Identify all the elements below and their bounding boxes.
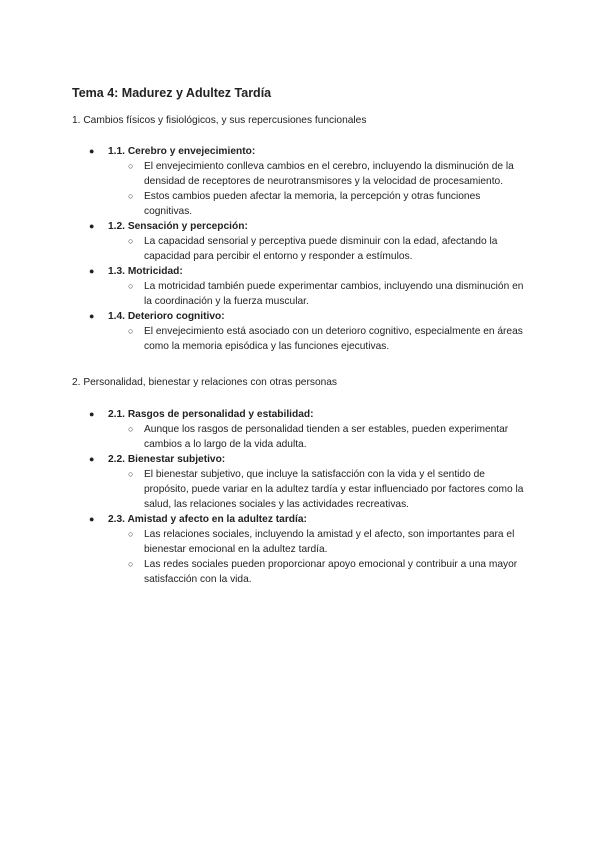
item-title: 1.2. Sensación y percepción: [108, 221, 248, 232]
list-item [0, 144, 600, 159]
bullet-dot-icon: ● [89, 409, 95, 419]
sub-item [0, 189, 600, 219]
sub-item-text: El bienestar subjetivo, que incluye la satisfacción con la vida y el sentido de propósito, puede variar en la adultez tardía y estar influenciado por factores como la salud, las relaciones sociales y las actividades recreativas. [144, 469, 524, 510]
list-item [0, 407, 600, 422]
sub-item [0, 324, 600, 354]
bullet-dot-icon: ● [89, 146, 95, 156]
item-title: 2.2. Bienestar subjetivo: [108, 454, 226, 465]
bullet-circle-icon: ○ [128, 559, 134, 569]
sub-item [0, 527, 600, 557]
bullet-circle-icon: ○ [128, 161, 134, 171]
bullet-circle-icon: ○ [128, 281, 134, 291]
bullet-dot-icon: ● [89, 454, 95, 464]
bullet-circle-icon: ○ [128, 424, 134, 434]
bullet-circle-icon: ○ [128, 326, 134, 336]
item-title: 2.3. Amistad y afecto en la adultez tardía: [108, 514, 307, 525]
sub-item [0, 422, 600, 452]
sub-item [0, 159, 600, 189]
bullet-circle-icon: ○ [128, 236, 134, 246]
sub-item-text: La motricidad también puede experimentar cambios, incluyendo una disminución en la coordinación y la fuerza muscular. [144, 281, 524, 307]
sub-item [0, 234, 600, 264]
section-heading: 2. Personalidad, bienestar y relaciones con otras personas [72, 377, 338, 388]
section-heading: 1. Cambios físicos y fisiológicos, y sus repercusiones funcionales [72, 115, 367, 126]
sub-item-text: Las redes sociales pueden proporcionar apoyo emocional y contribuir a una mayor satisfacción con la vida. [144, 559, 518, 585]
item-title: 1.3. Motricidad: [108, 266, 183, 277]
list-item [0, 219, 600, 234]
list-item [0, 452, 600, 467]
sub-item-text: La capacidad sensorial y perceptiva puede disminuir con la edad, afectando la capacidad para percibir el entorno y responder a estímulos. [144, 236, 498, 262]
section-list [0, 407, 600, 587]
bullet-dot-icon: ● [89, 221, 95, 231]
document-title: Tema 4: Madurez y Adultez Tardía [72, 86, 272, 100]
item-title: 1.4. Deterioro cognitivo: [108, 311, 225, 322]
sub-item-text: El envejecimiento está asociado con un deterioro cognitivo, especialmente en áreas como la memoria episódica y las funciones ejecutivas. [144, 326, 523, 352]
bullet-circle-icon: ○ [128, 529, 134, 539]
item-title: 1.1. Cerebro y envejecimiento: [108, 146, 256, 157]
bullet-circle-icon: ○ [128, 191, 134, 201]
sub-item [0, 279, 600, 309]
sub-item [0, 557, 600, 587]
list-item [0, 512, 600, 527]
list-item [0, 264, 600, 279]
sub-item-text: Aunque los rasgos de personalidad tienden a ser estables, pueden experimentar cambios a lo largo de la vida adulta. [144, 424, 509, 450]
bullet-dot-icon: ● [89, 514, 95, 524]
item-title: 2.1. Rasgos de personalidad y estabilidad: [108, 409, 314, 420]
bullet-circle-icon: ○ [128, 469, 134, 479]
sub-item-text: El envejecimiento conlleva cambios en el cerebro, incluyendo la disminución de la densidad de receptores de neurotransmisores y la velocidad de procesamiento. [144, 161, 514, 187]
list-item [0, 309, 600, 324]
sub-item [0, 467, 600, 512]
bullet-dot-icon: ● [89, 311, 95, 321]
sub-item-text: Estos cambios pueden afectar la memoria, la percepción y otras funciones cognitivas. [144, 191, 481, 217]
section-list [0, 144, 600, 354]
bullet-dot-icon: ● [89, 266, 95, 276]
sub-item-text: Las relaciones sociales, incluyendo la amistad y el afecto, son importantes para el bienestar emocional en la adultez tardía. [144, 529, 515, 555]
